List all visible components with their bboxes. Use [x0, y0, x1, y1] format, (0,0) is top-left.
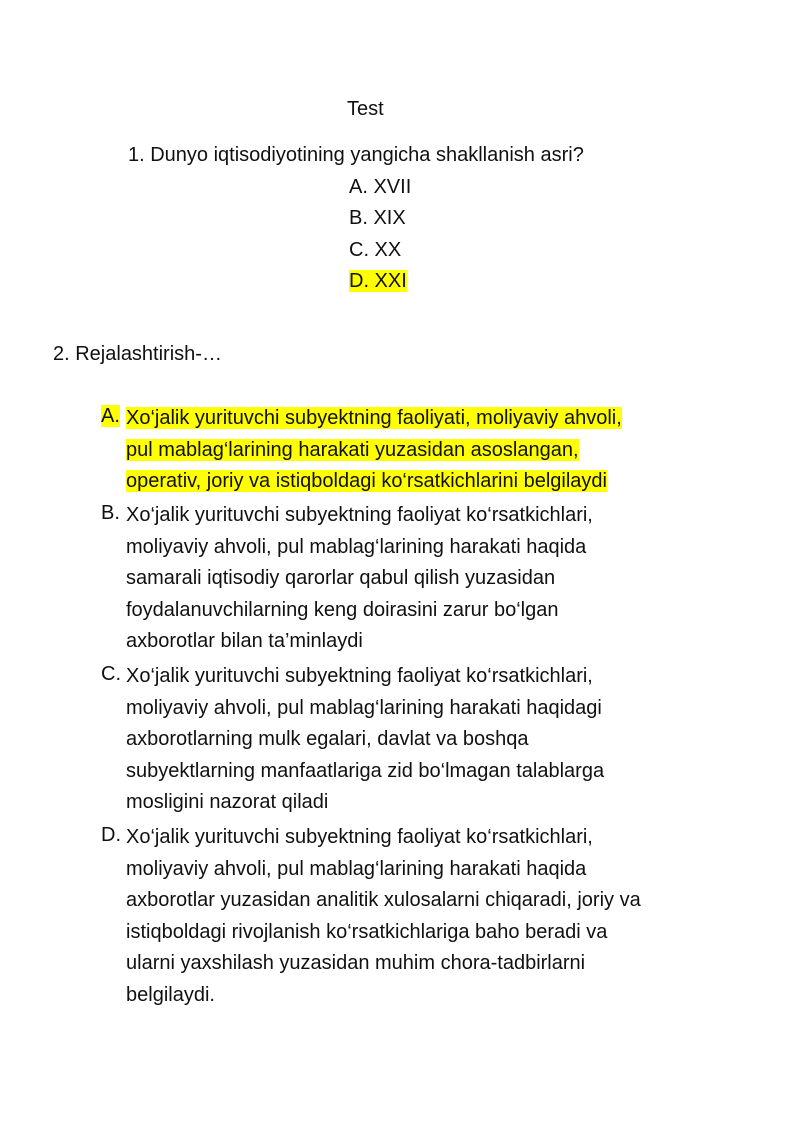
q2-option-d-line: ularni yaxshilash yuzasidan muhim chora-tadbirlarni	[126, 952, 586, 974]
q2-option-a-body	[126, 403, 622, 498]
q2-option-b-body	[126, 500, 593, 658]
q1-option-c-text: C. XX	[349, 239, 402, 261]
q2-option-c-line: subyektlarning manfaatlariga zid bo‘lmagan talablarga	[126, 759, 605, 782]
q2-option-b-line: Xo‘jalik yurituvchi subyektning faoliyat ko‘rsatkichlari,	[126, 504, 593, 526]
q2-option-d-line: axborotlar yuzasidan analitik xulosalarni chiqaradi, joriy va	[126, 889, 641, 911]
q2-option-d-line: belgilaydi.	[126, 983, 215, 1006]
q2-option-c-line: Xo‘jalik yurituvchi subyektning faoliyat ko‘rsatkichlari,	[126, 665, 593, 687]
q1-option-a-text: A. XVII	[349, 176, 412, 198]
q2-option-b-letter: B.	[101, 502, 120, 524]
q1-option-d	[349, 270, 407, 293]
q2-option-a-letter-text: A.	[101, 405, 120, 427]
q2-option-c-line: axborotlarning mulk egalari, davlat va boshqa	[126, 728, 529, 750]
q2-option-b-line: axborotlar bilan ta’minlaydi	[126, 630, 363, 652]
q1-option-b-text: B. XIX	[349, 207, 406, 229]
q2-option-c-body	[126, 661, 604, 819]
q2-option-d-body	[126, 822, 641, 1011]
q2-option-d-line: moliyaviy ahvoli, pul mablag‘larining harakati haqida	[126, 857, 587, 880]
q2-option-d-letter: D.	[101, 824, 121, 846]
q2-option-c-line: moliyaviy ahvoli, pul mablag‘larining harakati haqidagi	[126, 696, 602, 719]
q2-option-a-line: operativ, joriy va istiqboldagi ko‘rsatkichlarini belgilaydi	[126, 470, 607, 492]
question-1: 1. Dunyo iqtisodiyotining yangicha shakllanish asri?	[128, 144, 584, 166]
document-title: Test	[347, 98, 384, 120]
q2-option-c-letter: C.	[101, 663, 121, 685]
q2-option-d-line: Xo‘jalik yurituvchi subyektning faoliyat ko‘rsatkichlari,	[126, 826, 593, 848]
q2-option-b-line: samarali iqtisodiy qarorlar qabul qilish yuzasidan	[126, 567, 556, 589]
q1-option-b	[349, 207, 406, 230]
q2-option-a-letter	[101, 405, 120, 428]
q1-option-c	[349, 239, 401, 262]
q2-option-a-line: pul mablag‘larining harakati yuzasidan asoslangan,	[126, 438, 579, 461]
q2-option-b-line: foydalanuvchilarning keng doirasini zarur bo‘lgan	[126, 598, 559, 621]
q2-option-d-line: istiqboldagi rivojlanish ko‘rsatkichlariga baho beradi va	[126, 920, 608, 943]
q1-option-d-text: D. XXI	[349, 270, 407, 292]
q2-option-a-line: Xo‘jalik yurituvchi subyektning faoliyati, moliyaviy ahvoli,	[126, 407, 622, 429]
question-2: 2. Rejalashtirish-…	[53, 343, 222, 365]
q2-option-b-line: moliyaviy ahvoli, pul mablag‘larining harakati haqida	[126, 535, 587, 558]
q1-option-a	[349, 176, 411, 199]
q2-option-c-line: mosligini nazorat qiladi	[126, 791, 329, 813]
